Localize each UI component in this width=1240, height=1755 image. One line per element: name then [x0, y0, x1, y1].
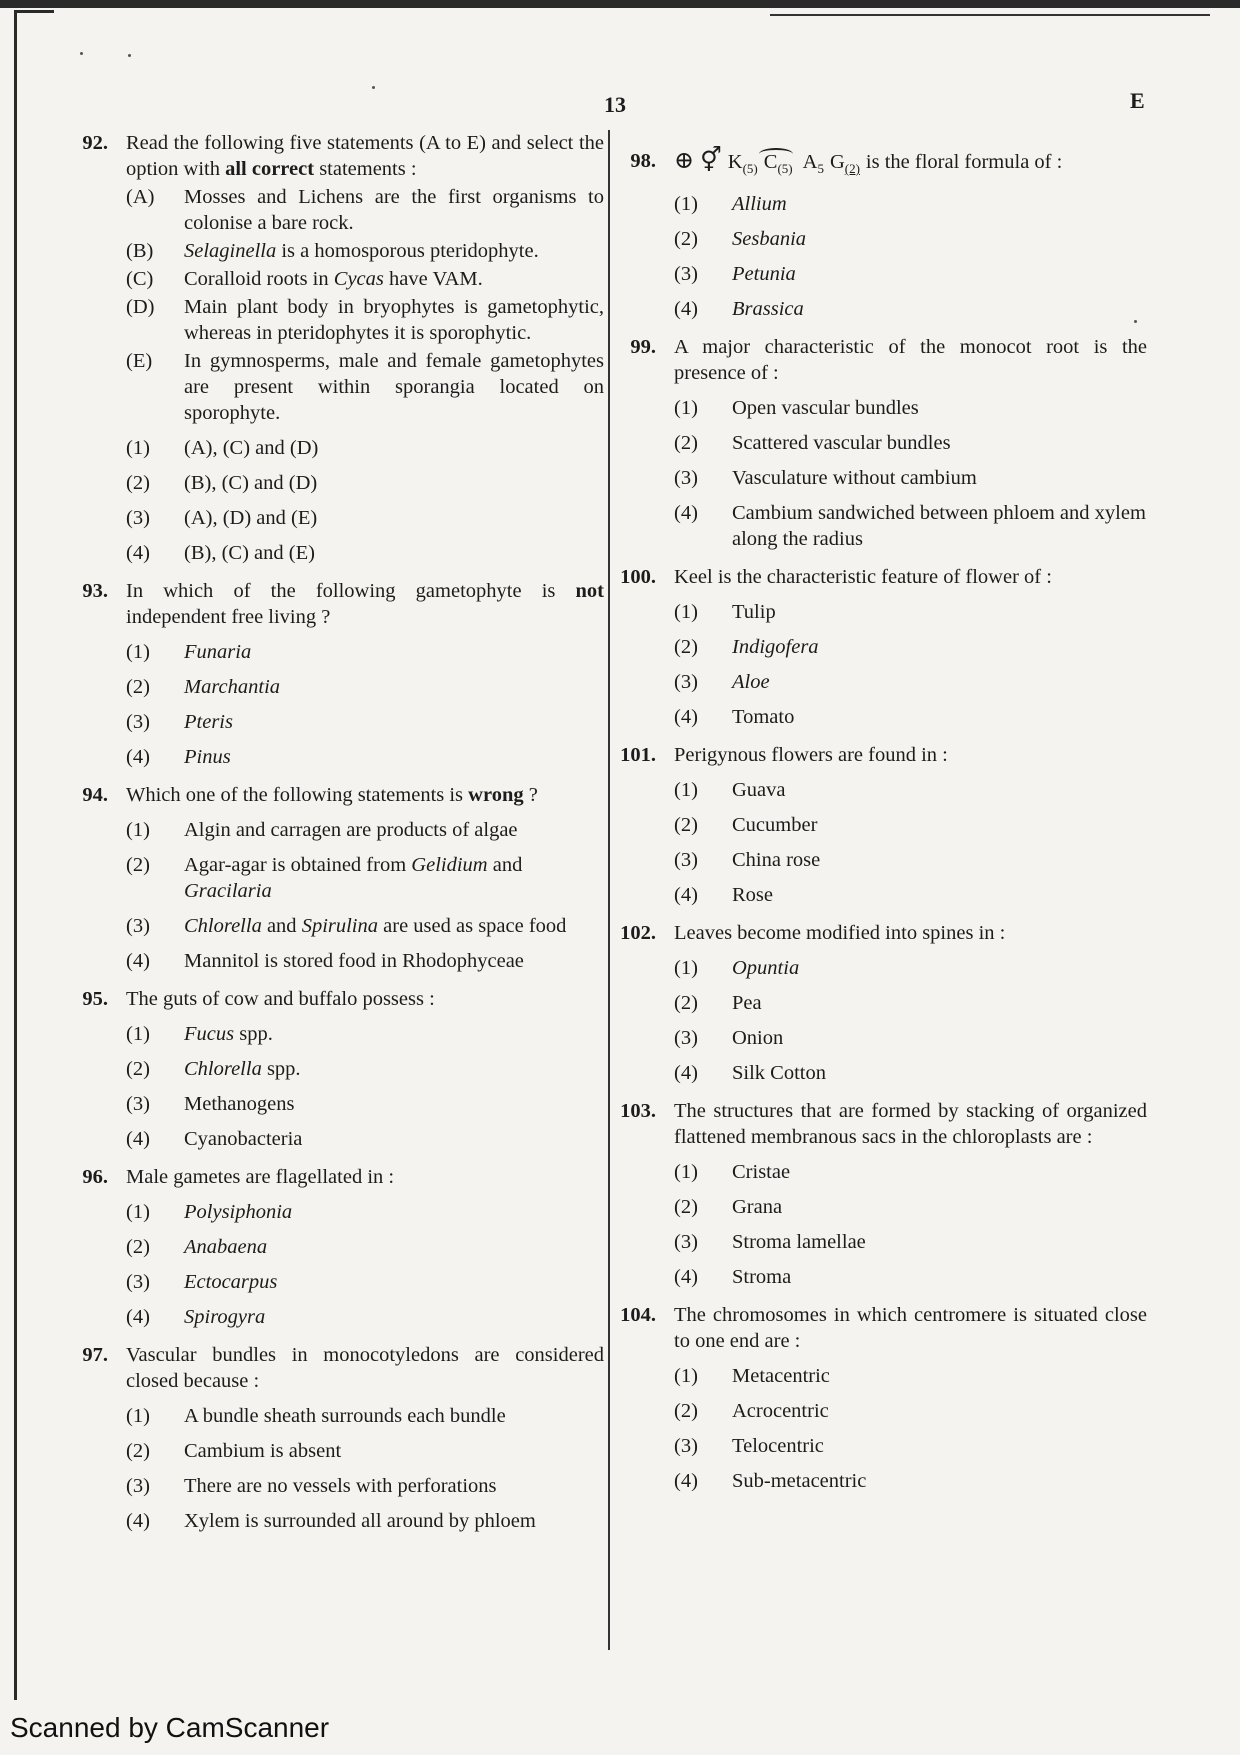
- question-102: [612, 920, 1147, 1086]
- question-number: 97.: [82, 1344, 108, 1366]
- question-number: 93.: [82, 580, 108, 602]
- option-2: (2) Pea: [674, 992, 762, 1014]
- actinomorphic-symbol: ⊕: [674, 148, 695, 174]
- question-stem: Male gametes are flagellated in :: [126, 1166, 395, 1188]
- option-2: (2) Marchantia: [126, 676, 281, 698]
- option-1: (1) Polysiphonia: [126, 1201, 293, 1223]
- scan-corner-mark: [14, 10, 54, 13]
- question-stem: Which one of the following statements is wrong ?: [126, 784, 538, 806]
- option-3: (3) Vasculature without cambium: [674, 467, 977, 489]
- question-103: [612, 1098, 1147, 1290]
- question-95: [64, 986, 604, 1152]
- floral-formula: ⊕ ⚥ $K_{(5)}$ $C_{(5)}$ $A_5$ $G_{(2)}$ is the floral formula of :: [674, 148, 1063, 176]
- question-stem: The structures that are formed by stacking of organized flattened membranous sacs in the chloroplasts are :: [674, 1100, 1147, 1148]
- question-98: [612, 148, 1147, 322]
- page-number: 13: [604, 92, 626, 117]
- question-number: 100.: [620, 566, 656, 588]
- option-3: (3) Chlorella and Spirulina are used as space food: [126, 915, 567, 937]
- statement-a: (A) Mosses and Lichens are the first organisms to colonise a bare rock.: [126, 186, 604, 234]
- option-4: (4) Cyanobacteria: [126, 1128, 303, 1150]
- option-1: (1) Allium: [674, 193, 787, 215]
- option-3: (3) Ectocarpus: [126, 1271, 278, 1293]
- question-number: 99.: [630, 336, 656, 358]
- option-2: (2) Agar-agar is obtained from Gelidium and Gracilaria: [126, 854, 523, 902]
- option-1: (1) Tulip: [674, 601, 776, 623]
- option-2: (2) Indigofera: [674, 636, 819, 658]
- question-stem: A major characteristic of the monocot root is the presence of :: [674, 336, 1147, 384]
- option-1: (1) Opuntia: [674, 957, 800, 979]
- statement-b: (B) Selaginella is a homosporous pteridophyte.: [126, 240, 539, 262]
- scan-left-edge: [14, 10, 17, 1700]
- right-column: [612, 148, 1147, 1506]
- bisexual-symbol: ⚥: [700, 148, 722, 174]
- question-94: [64, 782, 604, 974]
- question-number: 98.: [630, 150, 656, 172]
- question-96: [64, 1164, 604, 1330]
- option-4: (4) Mannitol is stored food in Rhodophyceae: [126, 950, 524, 972]
- option-4: (4) Spirogyra: [126, 1306, 266, 1328]
- question-101: [612, 742, 1147, 908]
- option-3: (3) China rose: [674, 849, 821, 871]
- option-3: (3) There are no vessels with perforations: [126, 1475, 497, 1497]
- statement-e: (E) In gymnosperms, male and female gametophytes are present within sporangia located on sporophyte.: [126, 350, 604, 424]
- option-1: (1) Guava: [674, 779, 786, 801]
- option-3: (3) Pteris: [126, 711, 233, 733]
- option-2: (2) (B), (C) and (D): [126, 472, 318, 494]
- option-2: (2) Acrocentric: [674, 1400, 829, 1422]
- option-4: (4) Stroma: [674, 1266, 792, 1288]
- header-rule: [770, 14, 1210, 16]
- question-93: [64, 578, 604, 770]
- question-stem: Perigynous flowers are found in :: [674, 744, 948, 766]
- question-104: [612, 1302, 1147, 1494]
- question-stem: Vascular bundles in monocotyledons are considered closed because :: [126, 1344, 604, 1392]
- option-1: (1) (A), (C) and (D): [126, 437, 319, 459]
- option-4: (4) Pinus: [126, 746, 231, 768]
- question-stem: The chromosomes in which centromere is situated close to one end are :: [674, 1304, 1147, 1352]
- option-2: (2) Grana: [674, 1196, 783, 1218]
- option-1: (1) Algin and carragen are products of algae: [126, 819, 518, 841]
- scanner-watermark: Scanned by CamScanner: [10, 1712, 330, 1743]
- option-2: (2) Cambium is absent: [126, 1440, 342, 1462]
- question-number: 102.: [620, 922, 656, 944]
- question-stem: Read the following five statements (A to E) and select the option with all correct statements :: [126, 132, 604, 180]
- option-4: (4) Silk Cotton: [674, 1062, 826, 1084]
- option-3: (3) Onion: [674, 1027, 784, 1049]
- option-4: (4) Brassica: [674, 298, 804, 320]
- option-4: (4) (B), (C) and (E): [126, 542, 315, 564]
- question-number: 94.: [82, 784, 108, 806]
- scan-top-edge: [0, 0, 1240, 8]
- question-number: 95.: [82, 988, 108, 1010]
- question-number: 101.: [620, 744, 656, 766]
- option-3: (3) (A), (D) and (E): [126, 507, 318, 529]
- option-1: (1) A bundle sheath surrounds each bundle: [126, 1405, 506, 1427]
- question-number: 92.: [82, 132, 108, 154]
- statement-d: (D) Main plant body in bryophytes is gametophytic, whereas in pteridophytes it is sporophytic.: [126, 296, 604, 344]
- question-stem: In which of the following gametophyte is not independent free living ?: [126, 580, 604, 628]
- option-4: (4) Tomato: [674, 706, 795, 728]
- question-number: 103.: [620, 1100, 656, 1122]
- option-2: (2) Sesbania: [674, 228, 807, 250]
- scan-speck: [372, 86, 375, 89]
- question-97: [64, 1342, 604, 1534]
- set-code: E: [1130, 88, 1145, 113]
- option-2: (2) Anabaena: [126, 1236, 268, 1258]
- option-3: (3) Methanogens: [126, 1093, 295, 1115]
- question-92: [64, 130, 604, 566]
- option-1: (1) Cristae: [674, 1161, 791, 1183]
- option-1: (1) Open vascular bundles: [674, 397, 919, 419]
- column-divider: [608, 130, 610, 1650]
- scan-speck: [80, 52, 83, 55]
- option-4: (4) Rose: [674, 884, 773, 906]
- option-3: (3) Petunia: [674, 263, 796, 285]
- option-2: (2) Scattered vascular bundles: [674, 432, 951, 454]
- question-number: 104.: [620, 1304, 656, 1326]
- epipetalous-arc: [759, 148, 793, 160]
- question-100: [612, 564, 1147, 730]
- option-3: (3) Stroma lamellae: [674, 1231, 866, 1253]
- option-4: (4) Sub-metacentric: [674, 1470, 867, 1492]
- option-3: (3) Aloe: [674, 671, 770, 693]
- option-1: (1) Metacentric: [674, 1365, 830, 1387]
- option-4: (4) Xylem is surrounded all around by phloem: [126, 1510, 536, 1532]
- left-column: [64, 130, 604, 1546]
- question-99: [612, 334, 1147, 552]
- question-number: 96.: [82, 1166, 108, 1188]
- option-3: (3) Telocentric: [674, 1435, 824, 1457]
- option-2: (2) Cucumber: [674, 814, 818, 836]
- question-stem: Keel is the characteristic feature of flower of :: [674, 566, 1052, 588]
- option-1: (1) Funaria: [126, 641, 252, 663]
- option-4: (4) Cambium sandwiched between phloem and xylem along the radius: [674, 502, 1146, 550]
- option-1: (1) Fucus spp.: [126, 1023, 273, 1045]
- question-stem: The guts of cow and buffalo possess :: [126, 988, 435, 1010]
- scan-speck: [128, 54, 131, 57]
- option-2: (2) Chlorella spp.: [126, 1058, 301, 1080]
- question-stem: Leaves become modified into spines in :: [674, 922, 1006, 944]
- statement-c: (C) Coralloid roots in Cycas have VAM.: [126, 268, 483, 290]
